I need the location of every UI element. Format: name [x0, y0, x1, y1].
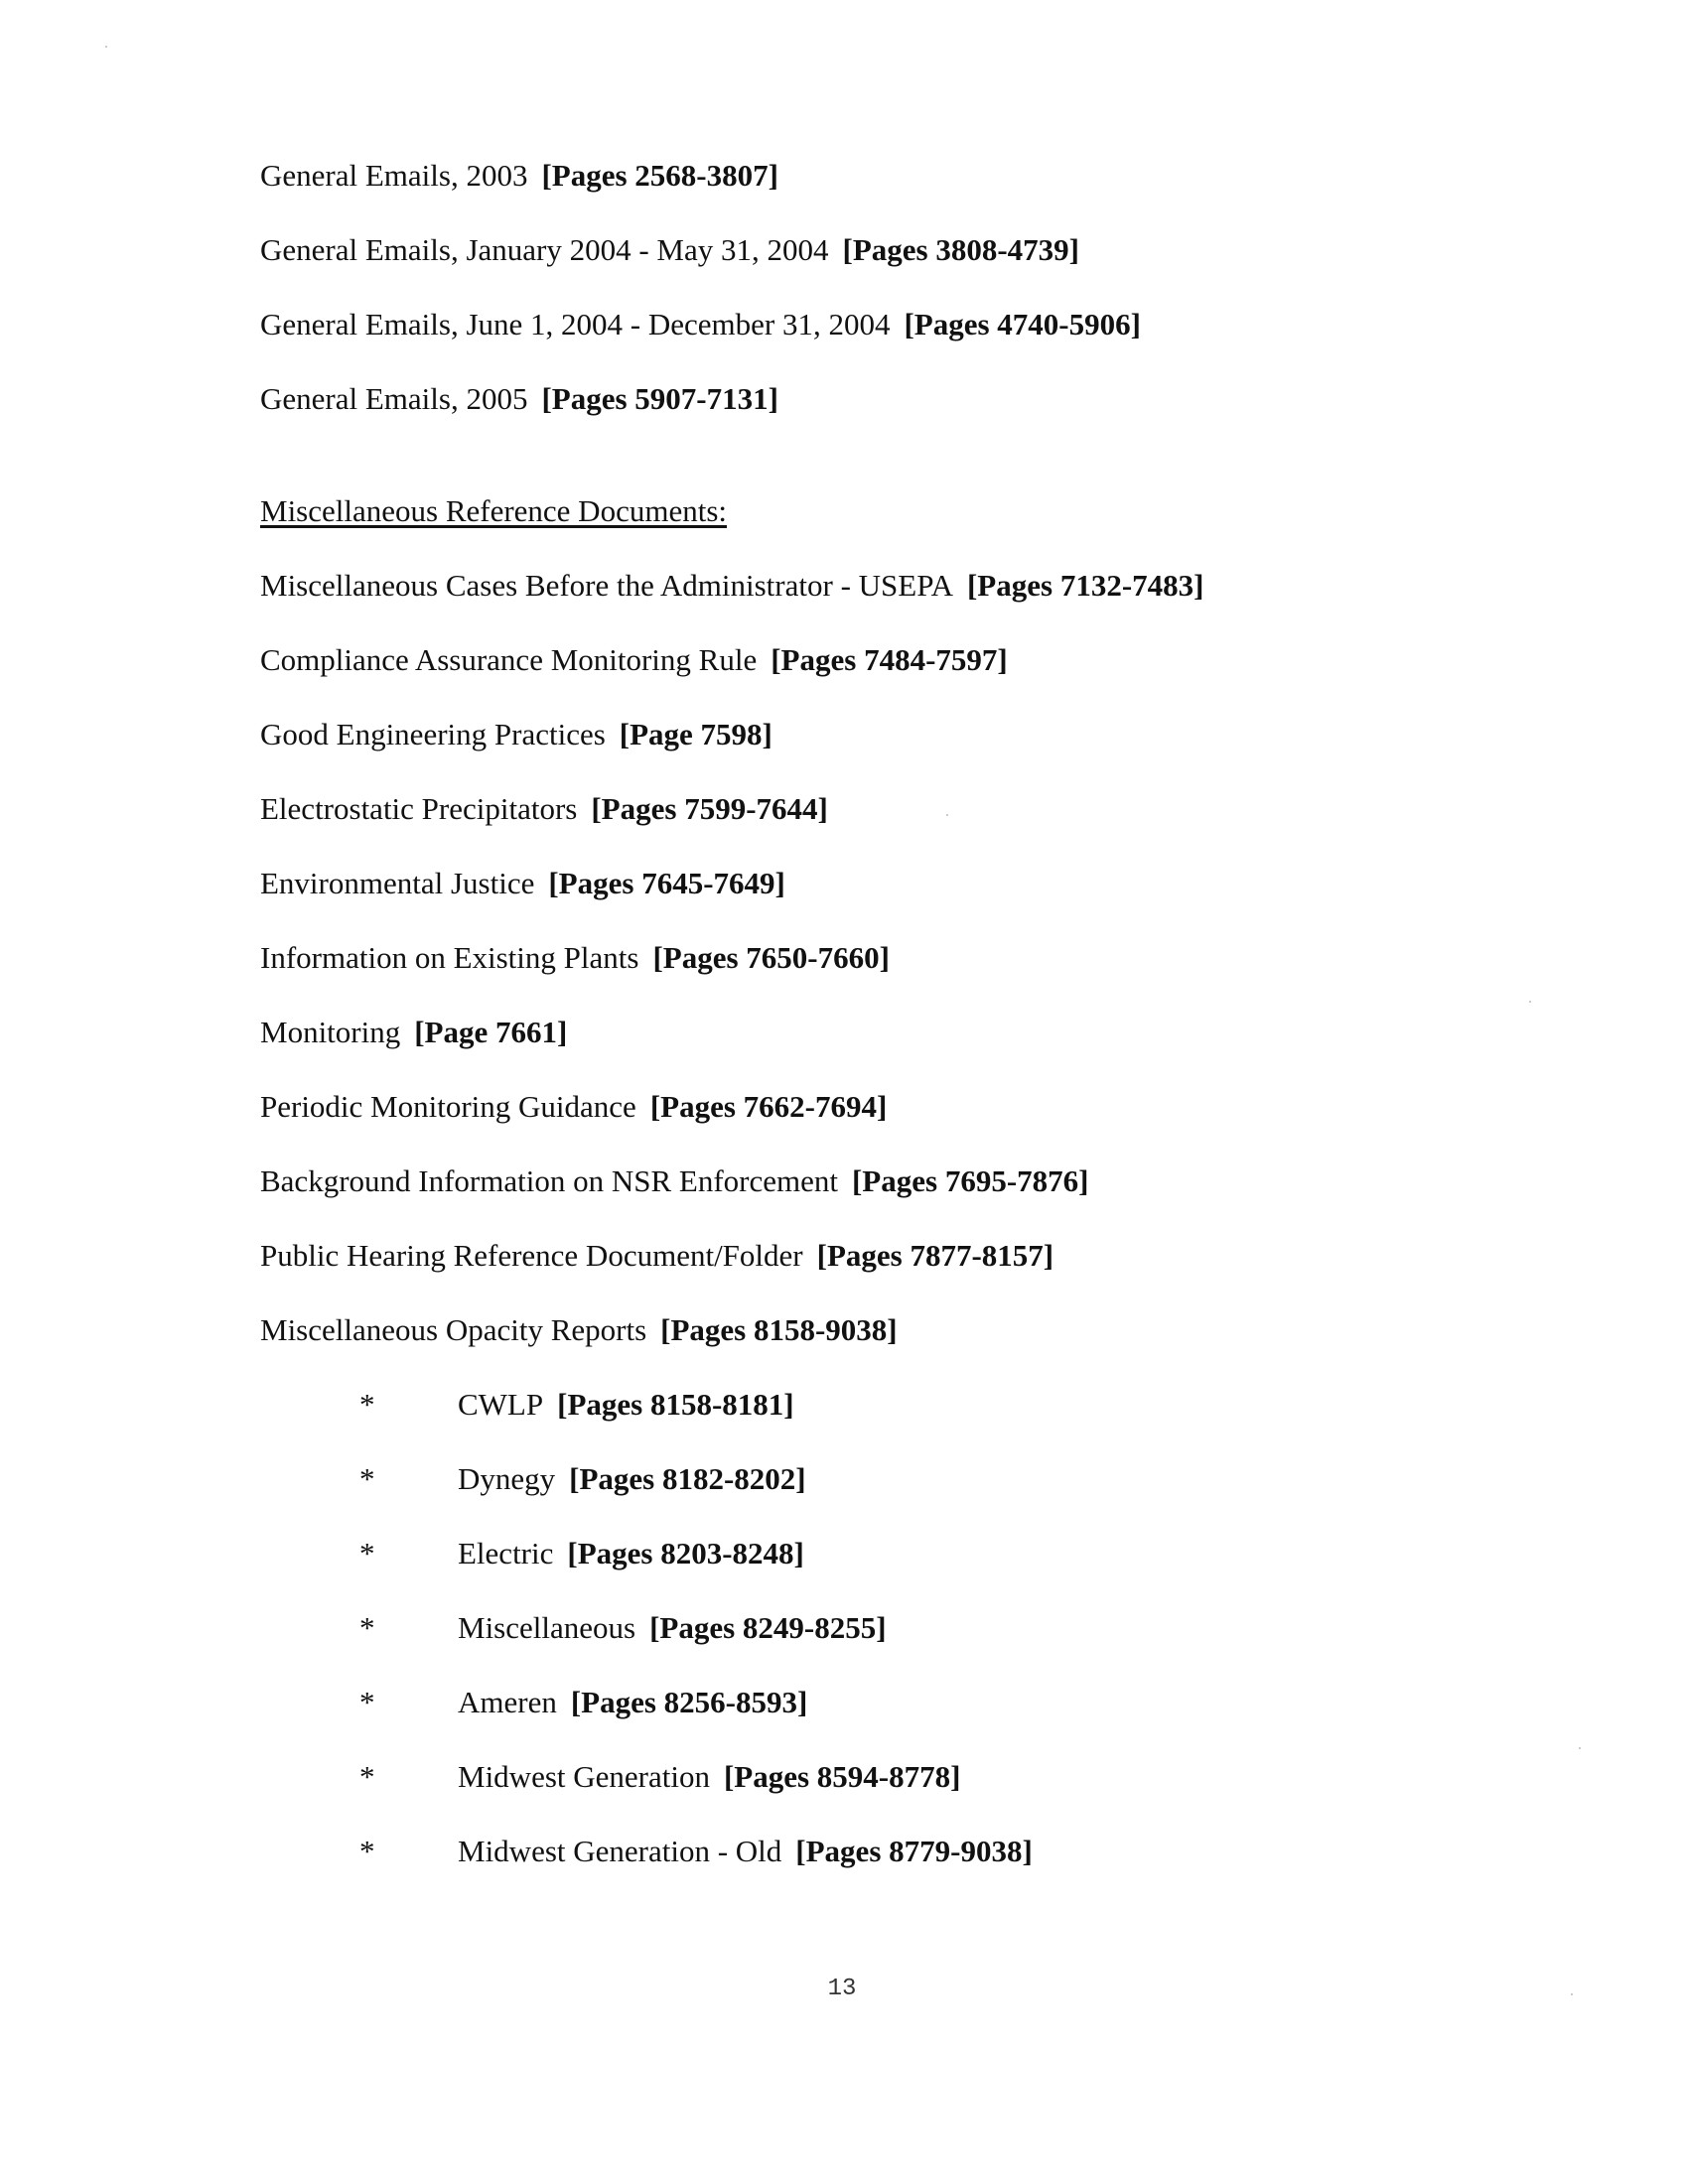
page-range: [Pages 3808-4739] — [842, 232, 1079, 267]
page-range: [Page 7598] — [619, 717, 772, 751]
entry-label: General Emails, 2005 — [260, 381, 528, 416]
section-heading: Miscellaneous Reference Documents: — [260, 493, 727, 528]
page-range: [Pages 8158-9038] — [660, 1312, 898, 1347]
opacity-report-entry — [458, 1609, 887, 1647]
entry-label: Information on Existing Plants — [260, 940, 639, 975]
entry-label: Midwest Generation — [458, 1759, 710, 1794]
email-entry — [260, 306, 1141, 343]
entry-label: Public Hearing Reference Document/Folder — [260, 1238, 803, 1273]
page-range: [Pages 7132-7483] — [966, 568, 1204, 603]
page-range: [Pages 7662-7694] — [649, 1089, 888, 1124]
opacity-report-entry — [458, 1535, 804, 1572]
reference-entry — [260, 1237, 1053, 1275]
reference-entry — [260, 790, 828, 828]
page-range: [Pages 8594-8778] — [723, 1759, 961, 1794]
page-range: [Pages 4740-5906] — [904, 307, 1141, 341]
bullet-marker: * — [359, 1685, 375, 1719]
bullet-marker: * — [359, 1461, 375, 1496]
bullet-marker: * — [359, 1610, 375, 1645]
bullet-marker: * — [359, 1834, 375, 1868]
entry-label: General Emails, January 2004 - May 31, 2004 — [260, 232, 829, 267]
entry-label: Miscellaneous Opacity Reports — [260, 1312, 647, 1347]
reference-entry — [260, 1311, 898, 1349]
page-range: [Pages 7645-7649] — [548, 866, 785, 900]
page-range: [Pages 8249-8255] — [649, 1610, 887, 1645]
scan-speck — [1579, 1747, 1581, 1749]
page-number: 13 — [827, 1976, 857, 2002]
bullet-marker: * — [359, 1536, 375, 1570]
page-range: [Pages 7599-7644] — [591, 791, 828, 826]
scan-speck — [1571, 1993, 1573, 1995]
entry-label: Miscellaneous Cases Before the Administrator - USEPA — [260, 568, 953, 603]
entry-label: Electrostatic Precipitators — [260, 791, 578, 826]
page-range: [Pages 5907-7131] — [541, 381, 778, 416]
email-entry — [260, 380, 778, 418]
page-range: [Pages 8203-8248] — [567, 1536, 804, 1570]
scan-speck — [946, 814, 948, 816]
entry-label: Good Engineering Practices — [260, 717, 606, 751]
opacity-report-entry — [458, 1460, 806, 1498]
entry-label: Electric — [458, 1536, 554, 1570]
entry-label: Miscellaneous — [458, 1610, 636, 1645]
entry-label: Monitoring — [260, 1015, 401, 1049]
page-range: [Pages 8158-8181] — [557, 1387, 794, 1422]
reference-entry — [260, 1014, 567, 1051]
reference-entry — [260, 1162, 1088, 1200]
entry-label: Ameren — [458, 1685, 557, 1719]
page-range: [Pages 2568-3807] — [541, 158, 778, 193]
page-range: [Pages 7877-8157] — [816, 1238, 1054, 1273]
entry-label: Background Information on NSR Enforcement — [260, 1163, 838, 1198]
entry-label: Midwest Generation - Old — [458, 1834, 782, 1868]
opacity-report-entry — [458, 1386, 794, 1424]
entry-label: General Emails, June 1, 2004 - December 31, 2004 — [260, 307, 891, 341]
page-range: [Pages 8182-8202] — [569, 1461, 806, 1496]
scan-speck — [1529, 1001, 1531, 1003]
opacity-report-entry — [458, 1684, 807, 1721]
email-entry — [260, 231, 1079, 269]
reference-entry — [260, 1088, 887, 1126]
reference-entry — [260, 641, 1008, 679]
page-range: [Pages 7695-7876] — [851, 1163, 1089, 1198]
bullet-marker: * — [359, 1387, 375, 1422]
reference-entry — [260, 567, 1203, 605]
page-range: [Page 7661] — [414, 1015, 568, 1049]
entry-label: Periodic Monitoring Guidance — [260, 1089, 636, 1124]
reference-entry — [260, 939, 890, 977]
opacity-report-entry — [458, 1833, 1033, 1870]
scan-speck — [105, 46, 107, 48]
page-range: [Pages 8256-8593] — [570, 1685, 808, 1719]
entry-label: Environmental Justice — [260, 866, 535, 900]
email-entry — [260, 157, 778, 195]
page-range: [Pages 7650-7660] — [652, 940, 890, 975]
page-range: [Pages 8779-9038] — [795, 1834, 1033, 1868]
reference-entry — [260, 716, 772, 753]
opacity-report-entry — [458, 1758, 960, 1796]
entry-label: Compliance Assurance Monitoring Rule — [260, 642, 758, 677]
reference-entry — [260, 865, 785, 902]
entry-label: Dynegy — [458, 1461, 556, 1496]
page-range: [Pages 7484-7597] — [771, 642, 1008, 677]
bullet-marker: * — [359, 1759, 375, 1794]
entry-label: CWLP — [458, 1387, 544, 1422]
entry-label: General Emails, 2003 — [260, 158, 528, 193]
